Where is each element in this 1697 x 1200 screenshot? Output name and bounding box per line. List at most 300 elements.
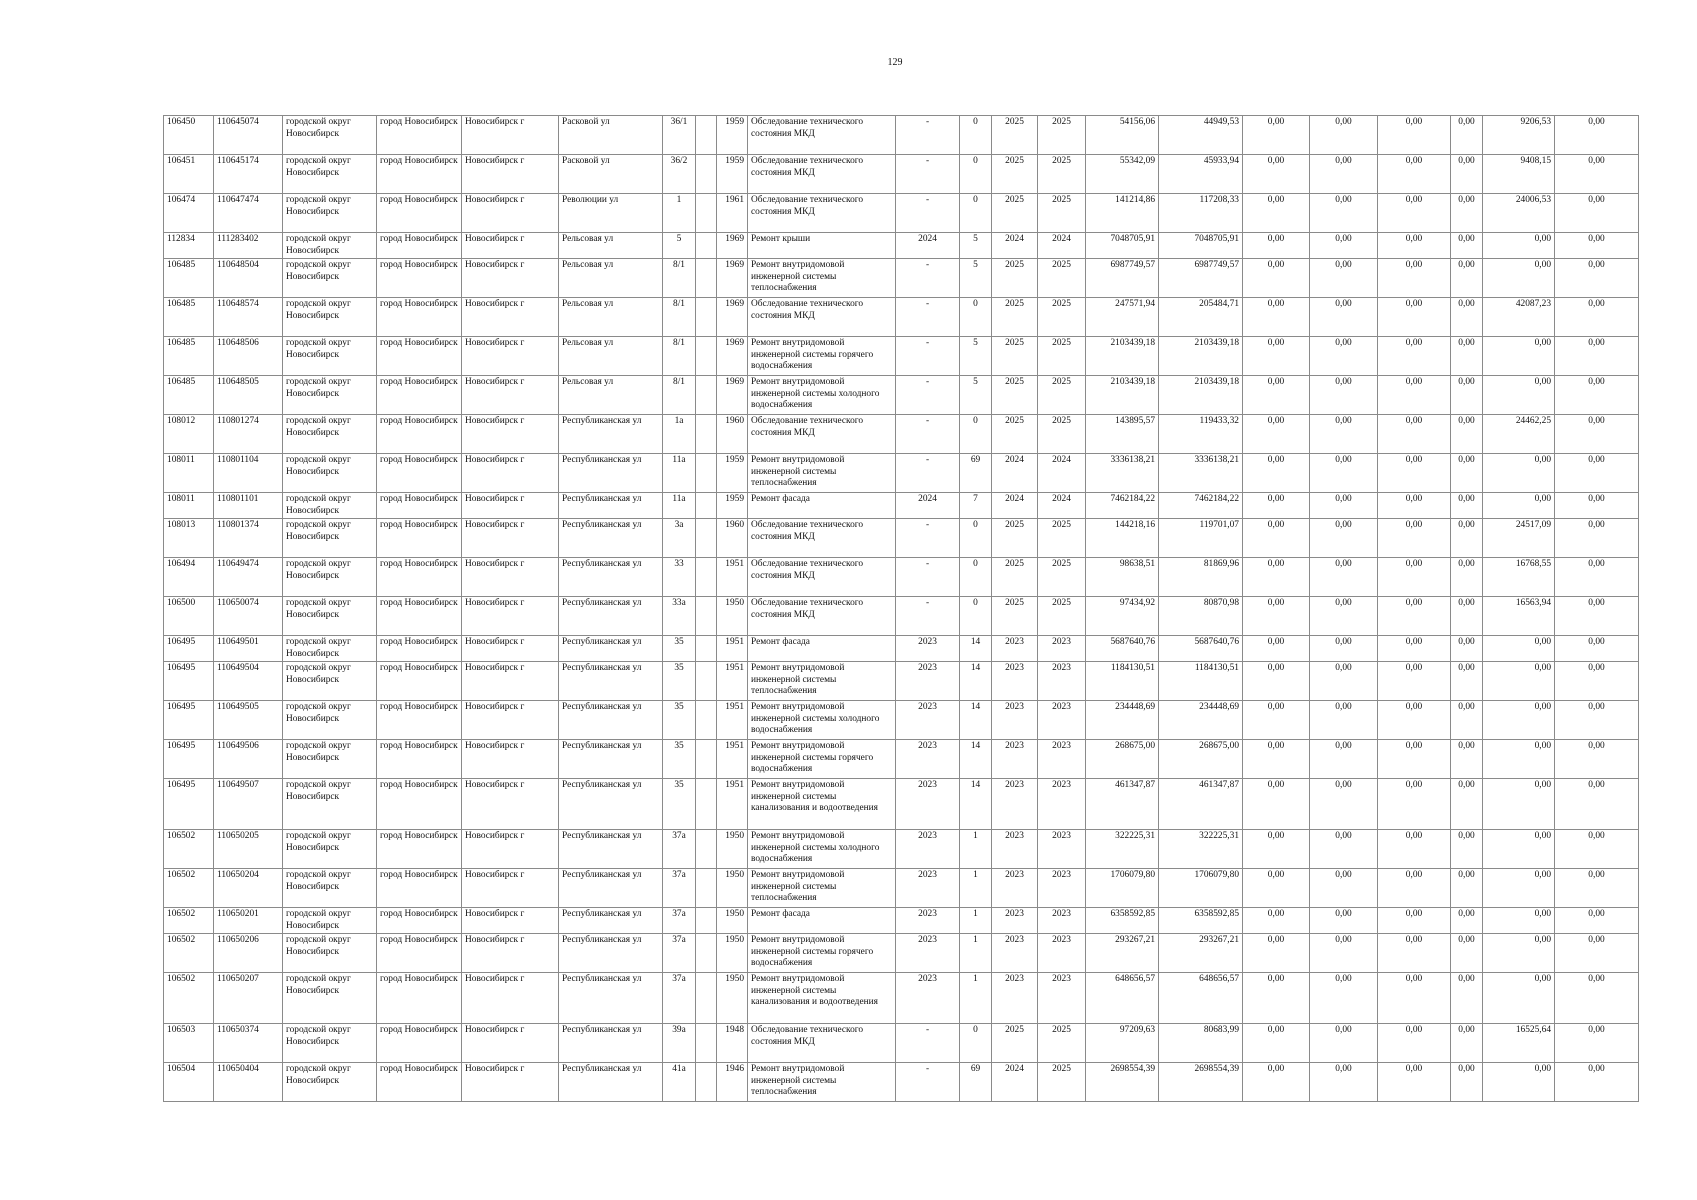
cell-end-year: 2023 (1038, 869, 1086, 908)
cell-settlement: город Новосибирск (377, 908, 462, 934)
cell-fund-cost: 44949,53 (1159, 116, 1243, 155)
cell-locality: Новосибирск г (462, 116, 559, 155)
cell-work-type: Обследование технического состояния МКД (748, 415, 896, 454)
cell-total-cost: 97209,63 (1086, 1024, 1159, 1063)
cell-start-year: 2023 (992, 662, 1038, 701)
cell-wear-percent: 14 (960, 636, 992, 662)
table-row (164, 869, 1639, 908)
cell-year-built: 1951 (717, 779, 748, 830)
cell-wear-percent: 0 (960, 558, 992, 597)
cell-total-cost: 234448,69 (1086, 701, 1159, 740)
cell-end-year: 2025 (1038, 376, 1086, 415)
cell-total-cost: 1184130,51 (1086, 662, 1159, 701)
table-row (164, 155, 1639, 194)
cell-regional-funds: 0,00 (1310, 415, 1378, 454)
cell-work-id: 110648574 (214, 298, 283, 337)
cell-end-year: 2025 (1038, 298, 1086, 337)
cell-year-built: 1951 (717, 662, 748, 701)
cell-total-cost: 268675,00 (1086, 740, 1159, 779)
cell-year-built: 1950 (717, 597, 748, 636)
cell-year-built: 1948 (717, 1024, 748, 1063)
cell-planned-year: 2023 (896, 636, 960, 662)
cell-work-type: Обследование технического состояния МКД (748, 1024, 896, 1063)
cell-wear-percent: 0 (960, 1024, 992, 1063)
cell-planned-year: - (896, 376, 960, 415)
cell-street: Расковой ул (559, 116, 663, 155)
cell-regional-funds: 0,00 (1310, 116, 1378, 155)
cell-regional-funds: 0,00 (1310, 337, 1378, 376)
cell-ems-id: 106502 (164, 973, 214, 1024)
cell-additional-funds: 0,00 (1555, 519, 1639, 558)
cell-settlement: город Новосибирск (377, 934, 462, 973)
cell-settlement: город Новосибирск (377, 155, 462, 194)
cell-municipal-district: городской округ Новосибирск (283, 973, 377, 1024)
cell-planned-year: - (896, 337, 960, 376)
cell-settlement: город Новосибирск (377, 869, 462, 908)
cell-work-id: 110645074 (214, 116, 283, 155)
cell-end-year: 2023 (1038, 830, 1086, 869)
table-row (164, 830, 1639, 869)
cell-other-funds: 0,00 (1451, 1024, 1483, 1063)
table-row (164, 908, 1639, 934)
cell-local-funds: 0,00 (1378, 597, 1451, 636)
cell-wear-percent: 1 (960, 934, 992, 973)
cell-house-number: 1 (663, 194, 696, 233)
table-row (164, 973, 1639, 1024)
cell-end-year: 2025 (1038, 155, 1086, 194)
cell-year-built: 1960 (717, 415, 748, 454)
cell-street: Республиканская ул (559, 558, 663, 597)
cell-owner-funds: 0,00 (1483, 934, 1555, 973)
cell-fund-cost: 293267,21 (1159, 934, 1243, 973)
cell-total-cost: 2103439,18 (1086, 376, 1159, 415)
cell-wear-percent: 1 (960, 830, 992, 869)
cell-ems-id: 106485 (164, 298, 214, 337)
cell-local-funds: 0,00 (1378, 973, 1451, 1024)
cell-federal-funds: 0,00 (1243, 908, 1310, 934)
cell-house-number: 1а (663, 415, 696, 454)
cell-additional-funds: 0,00 (1555, 415, 1639, 454)
cell-municipal-district: городской округ Новосибирск (283, 298, 377, 337)
cell-federal-funds: 0,00 (1243, 973, 1310, 1024)
cell-year-built: 1969 (717, 298, 748, 337)
cell-work-id: 110650201 (214, 908, 283, 934)
cell-municipal-district: городской округ Новосибирск (283, 519, 377, 558)
cell-planned-year: 2023 (896, 662, 960, 701)
cell-additional-funds: 0,00 (1555, 701, 1639, 740)
cell-ems-id: 106500 (164, 597, 214, 636)
cell-settlement: город Новосибирск (377, 1024, 462, 1063)
cell-work-type: Обследование технического состояния МКД (748, 194, 896, 233)
cell-year-built: 1959 (717, 116, 748, 155)
cell-regional-funds: 0,00 (1310, 1024, 1378, 1063)
cell-regional-funds: 0,00 (1310, 558, 1378, 597)
cell-regional-funds: 0,00 (1310, 869, 1378, 908)
cell-house-number: 33а (663, 597, 696, 636)
cell-planned-year: - (896, 259, 960, 298)
cell-total-cost: 97434,92 (1086, 597, 1159, 636)
cell-ems-id: 106495 (164, 636, 214, 662)
cell-wear-percent: 5 (960, 337, 992, 376)
cell-house-number: 37а (663, 934, 696, 973)
cell-ems-id: 106450 (164, 116, 214, 155)
cell-owner-funds: 0,00 (1483, 973, 1555, 1024)
cell-ems-id: 106451 (164, 155, 214, 194)
cell-street: Республиканская ул (559, 779, 663, 830)
cell-fund-cost: 234448,69 (1159, 701, 1243, 740)
cell-locality: Новосибирск г (462, 1063, 559, 1102)
cell-street: Рельсовая ул (559, 233, 663, 259)
cell-work-id: 110801374 (214, 519, 283, 558)
cell-locality: Новосибирск г (462, 973, 559, 1024)
cell-building (696, 779, 717, 830)
cell-owner-funds: 0,00 (1483, 337, 1555, 376)
cell-settlement: город Новосибирск (377, 454, 462, 493)
cell-local-funds: 0,00 (1378, 701, 1451, 740)
cell-local-funds: 0,00 (1378, 934, 1451, 973)
cell-owner-funds: 0,00 (1483, 701, 1555, 740)
cell-work-type: Обследование технического состояния МКД (748, 519, 896, 558)
cell-federal-funds: 0,00 (1243, 155, 1310, 194)
cell-municipal-district: городской округ Новосибирск (283, 558, 377, 597)
cell-other-funds: 0,00 (1451, 194, 1483, 233)
cell-ems-id: 106485 (164, 337, 214, 376)
cell-planned-year: 2023 (896, 740, 960, 779)
cell-work-id: 110650206 (214, 934, 283, 973)
cell-owner-funds: 0,00 (1483, 908, 1555, 934)
cell-house-number: 39а (663, 1024, 696, 1063)
cell-building (696, 1063, 717, 1102)
cell-wear-percent: 0 (960, 519, 992, 558)
cell-municipal-district: городской округ Новосибирск (283, 376, 377, 415)
cell-ems-id: 108011 (164, 493, 214, 519)
cell-building (696, 298, 717, 337)
cell-street: Революции ул (559, 194, 663, 233)
cell-work-type: Ремонт внутридомовой инженерной системы теплоснабжения (748, 454, 896, 493)
cell-fund-cost: 6987749,57 (1159, 259, 1243, 298)
cell-end-year: 2025 (1038, 597, 1086, 636)
cell-other-funds: 0,00 (1451, 116, 1483, 155)
cell-work-id: 110648506 (214, 337, 283, 376)
cell-start-year: 2025 (992, 116, 1038, 155)
cell-settlement: город Новосибирск (377, 415, 462, 454)
cell-start-year: 2023 (992, 908, 1038, 934)
cell-total-cost: 2103439,18 (1086, 337, 1159, 376)
cell-year-built: 1951 (717, 701, 748, 740)
cell-work-id: 110650207 (214, 973, 283, 1024)
cell-planned-year: - (896, 597, 960, 636)
cell-street: Республиканская ул (559, 454, 663, 493)
cell-start-year: 2025 (992, 519, 1038, 558)
cell-owner-funds: 0,00 (1483, 454, 1555, 493)
cell-house-number: 8/1 (663, 298, 696, 337)
cell-total-cost: 461347,87 (1086, 779, 1159, 830)
cell-other-funds: 0,00 (1451, 519, 1483, 558)
cell-fund-cost: 1184130,51 (1159, 662, 1243, 701)
cell-end-year: 2023 (1038, 636, 1086, 662)
cell-ems-id: 106495 (164, 662, 214, 701)
cell-settlement: город Новосибирск (377, 597, 462, 636)
cell-start-year: 2025 (992, 155, 1038, 194)
table-row (164, 1063, 1639, 1102)
cell-local-funds: 0,00 (1378, 519, 1451, 558)
cell-regional-funds: 0,00 (1310, 376, 1378, 415)
cell-additional-funds: 0,00 (1555, 830, 1639, 869)
cell-total-cost: 3336138,21 (1086, 454, 1159, 493)
cell-owner-funds: 24517,09 (1483, 519, 1555, 558)
cell-work-type: Ремонт внутридомовой инженерной системы горячего водоснабжения (748, 740, 896, 779)
cell-local-funds: 0,00 (1378, 337, 1451, 376)
cell-start-year: 2023 (992, 973, 1038, 1024)
cell-street: Рельсовая ул (559, 376, 663, 415)
cell-total-cost: 247571,94 (1086, 298, 1159, 337)
cell-start-year: 2023 (992, 740, 1038, 779)
cell-planned-year: 2024 (896, 233, 960, 259)
cell-additional-funds: 0,00 (1555, 376, 1639, 415)
cell-start-year: 2024 (992, 454, 1038, 493)
cell-other-funds: 0,00 (1451, 779, 1483, 830)
cell-planned-year: 2023 (896, 869, 960, 908)
cell-work-id: 110649506 (214, 740, 283, 779)
cell-additional-funds: 0,00 (1555, 454, 1639, 493)
cell-total-cost: 1706079,80 (1086, 869, 1159, 908)
cell-planned-year: 2023 (896, 934, 960, 973)
cell-regional-funds: 0,00 (1310, 934, 1378, 973)
cell-municipal-district: городской округ Новосибирск (283, 830, 377, 869)
cell-end-year: 2025 (1038, 558, 1086, 597)
cell-settlement: город Новосибирск (377, 337, 462, 376)
cell-planned-year: - (896, 1063, 960, 1102)
cell-wear-percent: 69 (960, 1063, 992, 1102)
cell-fund-cost: 5687640,76 (1159, 636, 1243, 662)
cell-year-built: 1951 (717, 558, 748, 597)
cell-total-cost: 144218,16 (1086, 519, 1159, 558)
cell-other-funds: 0,00 (1451, 1063, 1483, 1102)
cell-house-number: 35 (663, 740, 696, 779)
cell-local-funds: 0,00 (1378, 779, 1451, 830)
cell-federal-funds: 0,00 (1243, 519, 1310, 558)
cell-year-built: 1969 (717, 259, 748, 298)
cell-municipal-district: городской округ Новосибирск (283, 454, 377, 493)
cell-federal-funds: 0,00 (1243, 662, 1310, 701)
cell-planned-year: - (896, 155, 960, 194)
cell-ems-id: 106502 (164, 830, 214, 869)
cell-building (696, 869, 717, 908)
cell-settlement: город Новосибирск (377, 830, 462, 869)
cell-wear-percent: 69 (960, 454, 992, 493)
table-row (164, 597, 1639, 636)
cell-local-funds: 0,00 (1378, 1024, 1451, 1063)
table-row (164, 233, 1639, 259)
cell-end-year: 2025 (1038, 194, 1086, 233)
cell-other-funds: 0,00 (1451, 869, 1483, 908)
cell-additional-funds: 0,00 (1555, 597, 1639, 636)
cell-total-cost: 143895,57 (1086, 415, 1159, 454)
cell-municipal-district: городской округ Новосибирск (283, 779, 377, 830)
cell-end-year: 2023 (1038, 934, 1086, 973)
cell-fund-cost: 7048705,91 (1159, 233, 1243, 259)
cell-fund-cost: 45933,94 (1159, 155, 1243, 194)
cell-local-funds: 0,00 (1378, 259, 1451, 298)
cell-settlement: город Новосибирск (377, 973, 462, 1024)
cell-work-id: 110649474 (214, 558, 283, 597)
cell-start-year: 2023 (992, 830, 1038, 869)
cell-wear-percent: 0 (960, 194, 992, 233)
cell-additional-funds: 0,00 (1555, 973, 1639, 1024)
cell-local-funds: 0,00 (1378, 558, 1451, 597)
cell-regional-funds: 0,00 (1310, 779, 1378, 830)
cell-house-number: 35 (663, 662, 696, 701)
cell-municipal-district: городской округ Новосибирск (283, 701, 377, 740)
cell-work-id: 110801104 (214, 454, 283, 493)
cell-owner-funds: 16525,64 (1483, 1024, 1555, 1063)
cell-end-year: 2025 (1038, 1063, 1086, 1102)
cell-municipal-district: городской округ Новосибирск (283, 1024, 377, 1063)
cell-work-type: Ремонт фасада (748, 493, 896, 519)
cell-building (696, 701, 717, 740)
cell-fund-cost: 648656,57 (1159, 973, 1243, 1024)
cell-fund-cost: 268675,00 (1159, 740, 1243, 779)
cell-building (696, 194, 717, 233)
cell-locality: Новосибирск г (462, 454, 559, 493)
cell-building (696, 636, 717, 662)
cell-street: Расковой ул (559, 155, 663, 194)
cell-ems-id: 106503 (164, 1024, 214, 1063)
cell-local-funds: 0,00 (1378, 636, 1451, 662)
cell-locality: Новосибирск г (462, 155, 559, 194)
cell-regional-funds: 0,00 (1310, 194, 1378, 233)
cell-federal-funds: 0,00 (1243, 298, 1310, 337)
cell-regional-funds: 0,00 (1310, 519, 1378, 558)
cell-additional-funds: 0,00 (1555, 298, 1639, 337)
cell-year-built: 1969 (717, 233, 748, 259)
cell-start-year: 2025 (992, 298, 1038, 337)
cell-planned-year: - (896, 1024, 960, 1063)
cell-work-id: 110645174 (214, 155, 283, 194)
cell-year-built: 1950 (717, 869, 748, 908)
cell-municipal-district: городской округ Новосибирск (283, 116, 377, 155)
cell-regional-funds: 0,00 (1310, 701, 1378, 740)
cell-municipal-district: городской округ Новосибирск (283, 194, 377, 233)
cell-street: Республиканская ул (559, 493, 663, 519)
cell-start-year: 2025 (992, 337, 1038, 376)
cell-settlement: город Новосибирск (377, 493, 462, 519)
cell-other-funds: 0,00 (1451, 558, 1483, 597)
cell-street: Рельсовая ул (559, 259, 663, 298)
cell-planned-year: - (896, 558, 960, 597)
cell-other-funds: 0,00 (1451, 155, 1483, 194)
cell-year-built: 1950 (717, 934, 748, 973)
cell-regional-funds: 0,00 (1310, 740, 1378, 779)
table-row (164, 558, 1639, 597)
cell-settlement: город Новосибирск (377, 233, 462, 259)
table-row (164, 779, 1639, 830)
cell-locality: Новосибирск г (462, 662, 559, 701)
table-row (164, 259, 1639, 298)
cell-end-year: 2024 (1038, 454, 1086, 493)
cell-total-cost: 141214,86 (1086, 194, 1159, 233)
cell-total-cost: 293267,21 (1086, 934, 1159, 973)
cell-fund-cost: 117208,33 (1159, 194, 1243, 233)
cell-planned-year: - (896, 454, 960, 493)
cell-work-id: 110801274 (214, 415, 283, 454)
cell-ems-id: 106502 (164, 934, 214, 973)
cell-fund-cost: 2103439,18 (1159, 337, 1243, 376)
table-row (164, 1024, 1639, 1063)
cell-street: Республиканская ул (559, 701, 663, 740)
cell-year-built: 1959 (717, 454, 748, 493)
cell-other-funds: 0,00 (1451, 376, 1483, 415)
cell-street: Рельсовая ул (559, 337, 663, 376)
cell-regional-funds: 0,00 (1310, 298, 1378, 337)
cell-fund-cost: 80870,98 (1159, 597, 1243, 636)
cell-house-number: 36/2 (663, 155, 696, 194)
cell-wear-percent: 1 (960, 908, 992, 934)
page-number: 129 (887, 57, 903, 68)
cell-year-built: 1951 (717, 740, 748, 779)
cell-federal-funds: 0,00 (1243, 337, 1310, 376)
cell-locality: Новосибирск г (462, 1024, 559, 1063)
cell-building (696, 493, 717, 519)
cell-federal-funds: 0,00 (1243, 493, 1310, 519)
cell-start-year: 2023 (992, 701, 1038, 740)
cell-end-year: 2023 (1038, 779, 1086, 830)
cell-house-number: 11а (663, 454, 696, 493)
cell-work-type: Ремонт фасада (748, 636, 896, 662)
cell-work-type: Ремонт фасада (748, 908, 896, 934)
cell-local-funds: 0,00 (1378, 662, 1451, 701)
cell-house-number: 37а (663, 908, 696, 934)
cell-owner-funds: 24462,25 (1483, 415, 1555, 454)
cell-owner-funds: 0,00 (1483, 233, 1555, 259)
table-row (164, 934, 1639, 973)
cell-local-funds: 0,00 (1378, 116, 1451, 155)
table-row (164, 636, 1639, 662)
cell-additional-funds: 0,00 (1555, 662, 1639, 701)
cell-building (696, 973, 717, 1024)
cell-additional-funds: 0,00 (1555, 259, 1639, 298)
cell-year-built: 1950 (717, 830, 748, 869)
cell-ems-id: 106502 (164, 869, 214, 908)
cell-work-type: Ремонт внутридомовой инженерной системы горячего водоснабжения (748, 337, 896, 376)
table-row (164, 415, 1639, 454)
cell-additional-funds: 0,00 (1555, 779, 1639, 830)
cell-work-type: Ремонт внутридомовой инженерной системы канализования и водоотведения (748, 973, 896, 1024)
cell-wear-percent: 14 (960, 779, 992, 830)
cell-work-id: 110650374 (214, 1024, 283, 1063)
cell-building (696, 830, 717, 869)
cell-work-id: 110648505 (214, 376, 283, 415)
cell-locality: Новосибирск г (462, 194, 559, 233)
cell-ems-id: 106485 (164, 259, 214, 298)
cell-locality: Новосибирск г (462, 636, 559, 662)
cell-additional-funds: 0,00 (1555, 155, 1639, 194)
cell-wear-percent: 1 (960, 869, 992, 908)
cell-building (696, 519, 717, 558)
cell-settlement: город Новосибирск (377, 519, 462, 558)
cell-wear-percent: 14 (960, 662, 992, 701)
cell-locality: Новосибирск г (462, 869, 559, 908)
cell-wear-percent: 7 (960, 493, 992, 519)
cell-municipal-district: городской округ Новосибирск (283, 636, 377, 662)
cell-owner-funds: 0,00 (1483, 662, 1555, 701)
cell-street: Республиканская ул (559, 908, 663, 934)
cell-municipal-district: городской округ Новосибирск (283, 908, 377, 934)
cell-additional-funds: 0,00 (1555, 1024, 1639, 1063)
cell-wear-percent: 0 (960, 415, 992, 454)
cell-building (696, 934, 717, 973)
cell-building (696, 1024, 717, 1063)
